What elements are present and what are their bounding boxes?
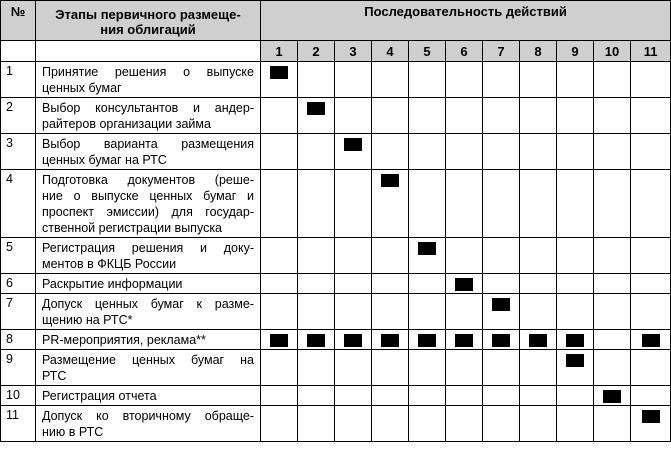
schedule-cell	[631, 134, 671, 170]
step-column-header: 2	[298, 41, 335, 62]
stage-description-line: Выбор варианта размещения	[42, 137, 254, 151]
schedule-cell	[520, 62, 557, 98]
schedule-cell	[557, 274, 594, 294]
schedule-cell	[335, 170, 372, 238]
stage-description	[36, 330, 261, 350]
schedule-cell	[631, 330, 671, 350]
step-marker	[270, 334, 288, 347]
schedule-cell	[594, 330, 631, 350]
schedule-cell	[483, 62, 520, 98]
step-column-header: 6	[446, 41, 483, 62]
step-column-header: 8	[520, 41, 557, 62]
schedule-cell	[335, 294, 372, 330]
schedule-cell	[631, 170, 671, 238]
step-column-header: 1	[261, 41, 298, 62]
stage-description-line: ценных бумаг	[42, 81, 122, 95]
step-marker	[455, 278, 473, 291]
schedule-cell	[446, 386, 483, 406]
schedule-cell	[594, 294, 631, 330]
schedule-cell	[520, 294, 557, 330]
stage-description-line: Выбор консультантов и андер-	[42, 101, 254, 115]
step-column-header: 9	[557, 41, 594, 62]
schedule-cell	[520, 98, 557, 134]
stage-header-line: ния облигаций	[100, 21, 196, 37]
schedule-cell	[372, 330, 409, 350]
schedule-cell	[557, 406, 594, 442]
schedule-cell	[631, 406, 671, 442]
stage-description-line: ственной регистрации выпуска	[42, 221, 223, 235]
schedule-cell	[298, 134, 335, 170]
schedule-cell	[409, 134, 446, 170]
schedule-cell	[557, 238, 594, 274]
schedule-cell	[372, 386, 409, 406]
schedule-cell	[520, 134, 557, 170]
step-marker	[344, 334, 362, 347]
row-number: 5	[1, 238, 36, 274]
table-row	[1, 274, 671, 294]
row-number: 10	[1, 386, 36, 406]
schedule-cell	[298, 350, 335, 386]
schedule-cell	[409, 294, 446, 330]
step-marker	[381, 334, 399, 347]
stage-description-line: нию в РТС	[42, 425, 104, 439]
stage-column-header	[36, 1, 261, 41]
schedule-cell	[409, 386, 446, 406]
schedule-cell	[372, 274, 409, 294]
step-marker	[418, 334, 436, 347]
schedule-cell	[557, 134, 594, 170]
schedule-cell	[631, 294, 671, 330]
stage-description	[36, 134, 261, 170]
row-number: 9	[1, 350, 36, 386]
schedule-cell	[298, 406, 335, 442]
step-marker	[344, 138, 362, 151]
schedule-cell	[261, 98, 298, 134]
stage-description	[36, 62, 261, 98]
schedule-cell	[594, 98, 631, 134]
schedule-cell	[483, 406, 520, 442]
schedule-cell	[298, 330, 335, 350]
schedule-cell	[446, 170, 483, 238]
stage-header-blank	[36, 41, 261, 62]
schedule-cell	[298, 294, 335, 330]
schedule-cell	[261, 170, 298, 238]
schedule-cell	[446, 294, 483, 330]
schedule-cell	[261, 386, 298, 406]
schedule-cell	[483, 386, 520, 406]
schedule-cell	[446, 134, 483, 170]
schedule-cell	[557, 98, 594, 134]
stage-description	[36, 98, 261, 134]
row-number: 3	[1, 134, 36, 170]
schedule-cell	[335, 330, 372, 350]
schedule-cell	[372, 170, 409, 238]
schedule-cell	[520, 406, 557, 442]
step-column-header: 11	[631, 41, 671, 62]
stage-description-line: РТС	[42, 369, 67, 383]
step-column-header: 4	[372, 41, 409, 62]
step-column-header: 10	[594, 41, 631, 62]
step-marker	[307, 334, 325, 347]
schedule-cell	[483, 134, 520, 170]
schedule-cell	[520, 350, 557, 386]
schedule-cell	[261, 350, 298, 386]
schedule-cell	[520, 386, 557, 406]
table-row	[1, 386, 671, 406]
schedule-cell	[409, 406, 446, 442]
stage-description-line: ментов в ФКЦБ России	[42, 257, 177, 271]
step-marker	[529, 334, 547, 347]
schedule-cell	[298, 62, 335, 98]
schedule-cell	[594, 406, 631, 442]
schedule-cell	[298, 274, 335, 294]
schedule-cell	[483, 238, 520, 274]
step-column-header: 3	[335, 41, 372, 62]
row-number: 6	[1, 274, 36, 294]
stage-description	[36, 274, 261, 294]
schedule-cell	[483, 274, 520, 294]
table-row	[1, 350, 671, 386]
schedule-cell	[446, 98, 483, 134]
schedule-cell	[335, 406, 372, 442]
schedule-cell	[261, 406, 298, 442]
stage-description	[36, 350, 261, 386]
step-marker	[566, 334, 584, 347]
step-marker	[270, 66, 288, 79]
schedule-cell	[409, 98, 446, 134]
schedule-cell	[594, 238, 631, 274]
schedule-cell	[483, 98, 520, 134]
stage-description	[36, 170, 261, 238]
schedule-cell	[520, 330, 557, 350]
schedule-cell	[335, 134, 372, 170]
schedule-cell	[409, 238, 446, 274]
schedule-cell	[483, 170, 520, 238]
stage-description-line: Регистрация решения и доку-	[42, 241, 254, 255]
table-row	[1, 170, 671, 238]
stage-description-line: Подготовка документов (реше-	[42, 173, 254, 187]
schedule-cell	[446, 330, 483, 350]
schedule-cell	[557, 294, 594, 330]
stage-description-line: Регистрация отчета	[42, 389, 157, 403]
row-number: 4	[1, 170, 36, 238]
row-number: 8	[1, 330, 36, 350]
schedule-cell	[631, 350, 671, 386]
schedule-cell	[557, 386, 594, 406]
schedule-cell	[409, 350, 446, 386]
number-header-blank	[1, 41, 36, 62]
stage-description-line: Раскрытие информации	[42, 277, 183, 291]
schedule-cell	[483, 350, 520, 386]
schedule-cell	[520, 170, 557, 238]
schedule-cell	[446, 406, 483, 442]
table-row	[1, 98, 671, 134]
table-row	[1, 134, 671, 170]
schedule-cell	[409, 170, 446, 238]
stage-description	[36, 406, 261, 442]
schedule-cell	[372, 294, 409, 330]
stage-description-line: Допуск ко вторичному обраще-	[42, 409, 254, 423]
schedule-cell	[261, 134, 298, 170]
number-column-header: №	[1, 1, 36, 41]
schedule-cell	[261, 62, 298, 98]
row-number: 7	[1, 294, 36, 330]
schedule-cell	[557, 62, 594, 98]
stage-description-line: проспект эмиссии) для государ-	[42, 205, 254, 219]
stage-description-line: Принятие решения о выпуске	[42, 65, 254, 79]
stage-description-line: PR-мероприятия, реклама**	[42, 333, 206, 347]
schedule-cell	[594, 386, 631, 406]
schedule-cell	[631, 238, 671, 274]
step-marker	[307, 102, 325, 115]
schedule-cell	[335, 98, 372, 134]
step-marker	[603, 390, 621, 403]
stage-header-line: Этапы первичного размеще-	[55, 6, 241, 22]
stage-description-line: щению на РТС*	[42, 313, 133, 327]
schedule-cell	[520, 274, 557, 294]
schedule-cell	[409, 274, 446, 294]
schedule-cell	[409, 330, 446, 350]
row-number: 1	[1, 62, 36, 98]
schedule-cell	[372, 406, 409, 442]
row-number: 2	[1, 98, 36, 134]
schedule-cell	[594, 134, 631, 170]
schedule-cell	[261, 274, 298, 294]
step-marker	[418, 242, 436, 255]
schedule-cell	[335, 238, 372, 274]
schedule-cell	[261, 294, 298, 330]
schedule-cell	[446, 238, 483, 274]
stage-description-line: ценных бумаг на РТС	[42, 153, 167, 167]
sequence-header	[261, 1, 671, 41]
schedule-cell	[631, 386, 671, 406]
stage-description-line: Допуск ценных бумаг к разме-	[42, 297, 254, 311]
stage-description	[36, 386, 261, 406]
schedule-cell	[409, 62, 446, 98]
schedule-cell	[631, 62, 671, 98]
schedule-cell	[372, 134, 409, 170]
schedule-cell	[631, 98, 671, 134]
step-marker	[381, 174, 399, 187]
schedule-cell	[372, 350, 409, 386]
schedule-cell	[335, 62, 372, 98]
schedule-cell	[372, 62, 409, 98]
schedule-cell	[520, 238, 557, 274]
schedule-cell	[594, 350, 631, 386]
schedule-cell	[594, 62, 631, 98]
schedule-cell	[335, 274, 372, 294]
schedule-cell	[372, 238, 409, 274]
schedule-cell	[594, 274, 631, 294]
schedule-cell	[298, 170, 335, 238]
stage-description-line: ние о выпуске ценных бумаг и	[42, 189, 254, 203]
schedule-cell	[557, 350, 594, 386]
schedule-cell	[372, 98, 409, 134]
schedule-cell	[446, 62, 483, 98]
schedule-cell	[594, 170, 631, 238]
stage-description	[36, 238, 261, 274]
step-column-header: 7	[483, 41, 520, 62]
sequence-header-label: Последовательность действий	[364, 4, 567, 19]
schedule-cell	[298, 386, 335, 406]
stage-description-line: райтеров организации займа	[42, 117, 211, 131]
table-row	[1, 62, 671, 98]
step-marker	[642, 410, 660, 423]
schedule-cell	[335, 350, 372, 386]
schedule-cell	[557, 170, 594, 238]
stage-description-line: Размещение ценных бумаг на	[42, 353, 254, 367]
schedule-cell	[298, 98, 335, 134]
step-marker	[492, 298, 510, 311]
table-row	[1, 330, 671, 350]
table-row	[1, 238, 671, 274]
step-column-header: 5	[409, 41, 446, 62]
schedule-cell	[483, 330, 520, 350]
schedule-cell	[261, 330, 298, 350]
schedule-cell	[261, 238, 298, 274]
schedule-cell	[298, 238, 335, 274]
schedule-cell	[446, 350, 483, 386]
step-marker	[566, 354, 584, 367]
schedule-cell	[483, 294, 520, 330]
step-marker	[492, 334, 510, 347]
schedule-cell	[446, 274, 483, 294]
table-row	[1, 294, 671, 330]
step-marker	[642, 334, 660, 347]
stage-description	[36, 294, 261, 330]
step-marker	[455, 334, 473, 347]
schedule-cell	[335, 386, 372, 406]
schedule-cell	[631, 274, 671, 294]
schedule-cell	[557, 330, 594, 350]
table-row	[1, 406, 671, 442]
row-number: 11	[1, 406, 36, 442]
